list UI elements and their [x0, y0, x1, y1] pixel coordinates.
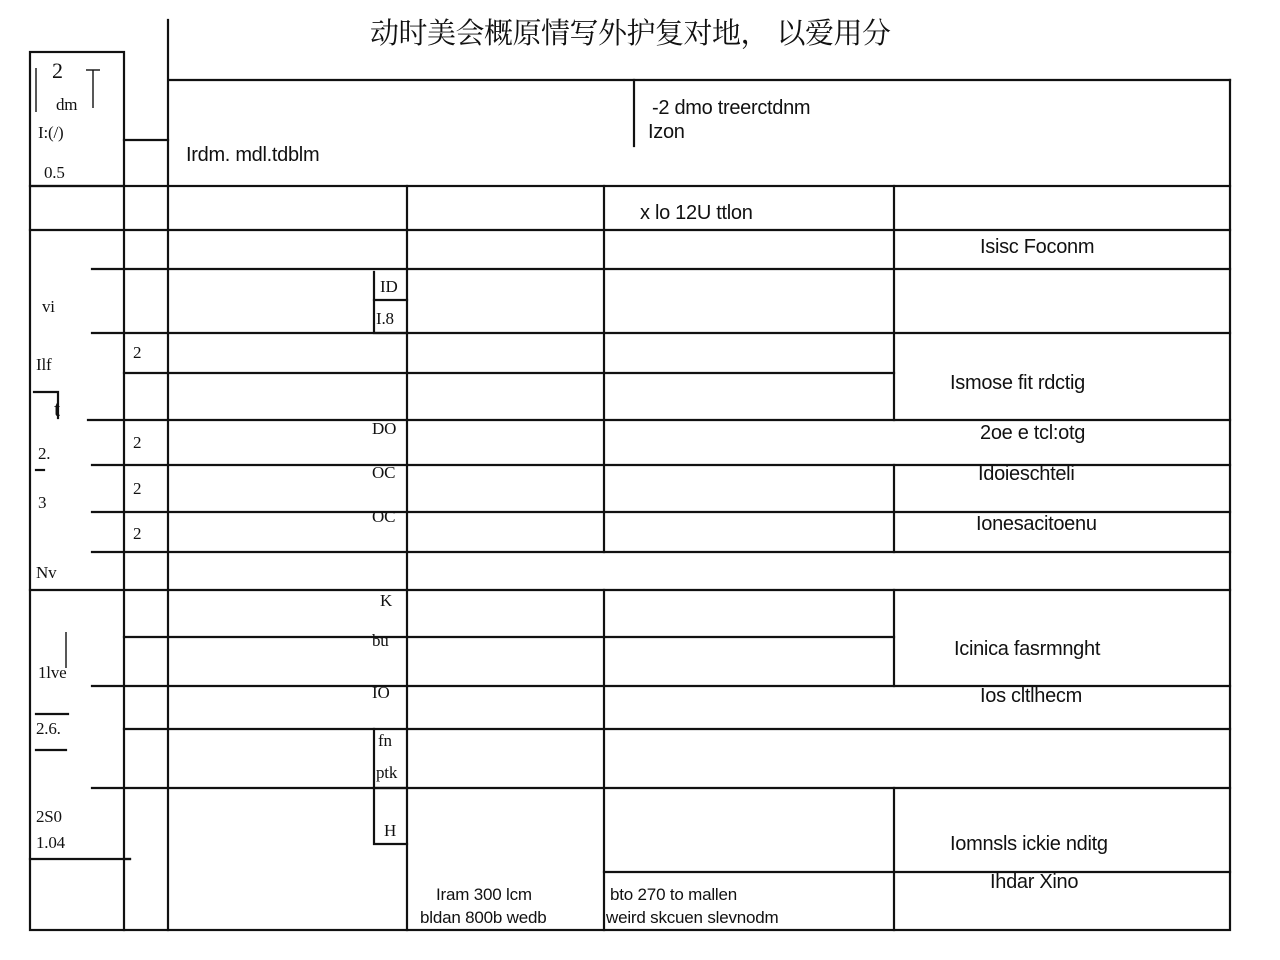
corner-label-b: I:(/) [38, 123, 64, 142]
bracket2-mark-top: fn [378, 731, 392, 750]
right-cell-5: Ionesacitoenu [976, 513, 1097, 535]
footer-c3-line-2: weird skcuen slevnodm [606, 908, 779, 927]
page-title: 动时美会概原情写外护复对地， 以爱用分 [370, 18, 891, 50]
margin-note-5: 3 [38, 493, 47, 512]
corner-label-c: 0.5 [44, 163, 65, 182]
num-cell-3: 2 [133, 479, 142, 498]
footer-c2-line-1: Iram 300 lcm [436, 885, 532, 904]
row-mark-4: K [380, 591, 393, 610]
right-cell-2: Ismose fit rdctig [950, 372, 1085, 394]
bracket2-mark-mid: ptk [376, 763, 398, 782]
header-sub-label: Irdm. mdl.tdblm [186, 144, 320, 166]
header-box-line-2: Izon [648, 121, 685, 143]
margin-note-4: 2. [38, 444, 51, 463]
right-cell-1: Isisc Foconm [980, 236, 1095, 258]
row-mark-2: OC [372, 463, 396, 482]
corner-label-a: dm [56, 95, 78, 114]
footer-c2-line-2: bldan 800b wedb [420, 908, 547, 927]
right-cell-6: Icinica fasrmnght [954, 638, 1101, 660]
column-header-c3: x lo 12U ttlon [640, 202, 753, 224]
right-cell-7: Ios cltlhecm [980, 685, 1082, 707]
margin-note-6: Nv [36, 563, 57, 582]
margin-note-8: 2.6. [36, 719, 61, 738]
right-cell-8: Iomnsls ickie nditg [950, 833, 1108, 855]
margin-note-2: Ilf [36, 355, 52, 374]
margin-note-10: 1.04 [36, 833, 65, 852]
bracket-mark-top: ID [380, 277, 398, 296]
row-mark-6: IO [372, 683, 390, 702]
right-cell-3: 2oe e tcl:otg [980, 422, 1086, 444]
corner-top-mark: 2 [52, 58, 63, 83]
margin-note-7: 1lve [38, 663, 67, 682]
bracket2-mark-bot: H [384, 821, 397, 840]
header-box-line-1: -2 dmo treerctdnm [652, 97, 811, 119]
right-cell-4: Idoieschteli [978, 463, 1075, 485]
row-mark-5: bu [372, 631, 389, 650]
num-cell-2: 2 [133, 433, 142, 452]
row-mark-3: OC [372, 507, 396, 526]
num-cell-1: 2 [133, 343, 142, 362]
margin-note-3: t [54, 396, 60, 421]
footer-c3-line-1: bto 270 to mallen [610, 885, 738, 904]
right-cell-9: Ihdar Xino [990, 871, 1079, 893]
margin-note-1: vi [42, 297, 55, 316]
margin-note-9: 2S0 [36, 807, 62, 826]
bracket-mark-mid: I.8 [376, 309, 394, 328]
row-mark-1: DO [372, 419, 397, 438]
num-cell-4: 2 [133, 524, 142, 543]
